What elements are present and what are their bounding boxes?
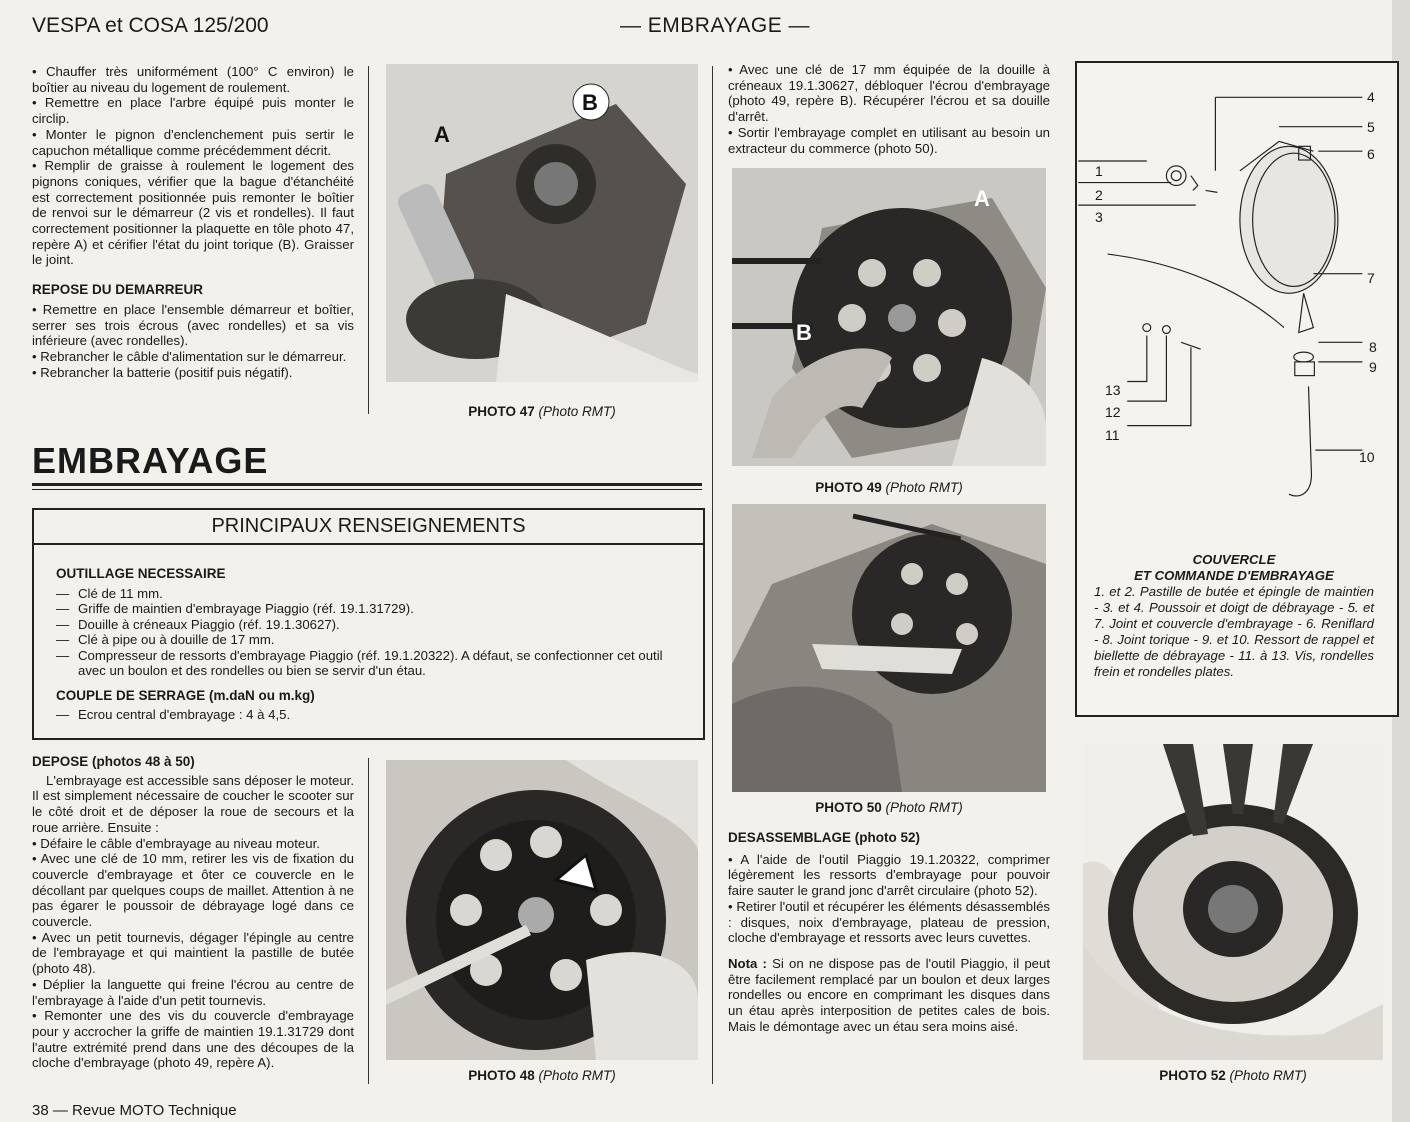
figure-caption-title-2: ET COMMANDE D'EMBRAYAGE [1134,568,1334,583]
figure-caption [1094,552,1374,680]
column-rule [368,66,369,414]
photo-number: PHOTO 52 [1159,1068,1226,1083]
photo-48 [386,760,698,1060]
photo-48-caption [386,1068,698,1083]
nota-label: Nota : [728,955,767,971]
photo-number: PHOTO 48 [468,1068,535,1083]
section-title: EMBRAYAGE [32,440,269,481]
paragraph: • Remonter une des vis du couvercle d'embrayage pour y accrocher la griffe de maintien 19.1.31729 dont l'autre extrémité prend dans une des découpes de la cloche d'embrayage (photo 49, repère A). [32,1008,354,1071]
photo-credit: (Photo RMT) [885,480,963,495]
header-center: — EMBRAYAGE — [619,14,811,37]
photo-47 [386,64,698,382]
paragraph: • Remettre en place l'ensemble démarreur et boîtier, serrer ses trois écrous (avec rondelles) et sa vis inférieure (avec rondelles). [32,301,354,349]
callout-2: 2 [1095,187,1103,203]
col1-top-text [32,64,354,380]
photo-number: PHOTO 49 [815,480,882,495]
callout-5: 5 [1367,119,1375,135]
title-rule-thick [32,483,702,486]
list-item: — Clé à pipe ou à douille de 17 mm. [56,632,275,647]
marker-a: A [434,122,450,147]
paragraph: • Avec une clé de 10 mm, retirer les vis de fixation du couvercle d'embrayage et ôter ce couvercle en le décollant par quelques coups de maillet. Attention à ne pas égarer le poussoir de débrayage logé dans ce couvercle. [32,851,354,930]
callout-10: 10 [1359,449,1375,465]
photo-number: PHOTO 50 [815,800,882,815]
paragraph: • A l'aide de l'outil Piaggio 19.1.20322, comprimer légèrement les ressorts d'embrayage pour pouvoir faire sauter le grand jonc d'arrêt circulaire (photo 52). [728,851,1050,899]
photo-50-caption [732,800,1046,815]
callout-7: 7 [1367,270,1375,286]
callout-3: 3 [1095,209,1103,225]
paragraph: • Avec une clé de 17 mm équipée de la douille à créneaux 19.1.30627, débloquer l'écrou d'embrayage (photo 49, repère B). Récupérer l'écrou et sa douille d'arrêt. [728,62,1050,125]
photo-credit: (Photo RMT) [538,404,616,419]
list-item: — Ecrou central d'embrayage : 4 à 4,5. [56,707,291,722]
paragraph: • Défaire le câble d'embrayage au niveau moteur. [32,835,320,851]
photo-49 [732,168,1046,466]
photo-52-caption [1083,1068,1383,1083]
photo-50 [732,504,1046,792]
callout-6: 6 [1367,146,1375,162]
paragraph: • Avec un petit tournevis, dégager l'épingle au centre de l'embrayage et qui maintient la pastille de butée (photo 48). [32,929,354,977]
info-box-title: PRINCIPAUX RENSEIGNEMENTS [34,510,703,545]
marker-b: B [582,90,598,115]
paragraph: • Remettre en place l'arbre équipé puis monter le circlip. [32,95,354,127]
info-box-body [56,566,686,723]
photo-number: PHOTO 47 [468,404,535,419]
callout-8: 8 [1369,339,1377,355]
desassemblage-text [728,830,1050,1034]
paragraph: • Rebrancher la batterie (positif puis négatif). [32,364,293,380]
list-item: — Compresseur de ressorts d'embrayage Piaggio (réf. 19.1.20322). A défaut, se confectionner cet outil avec un boulon et des rondelles ou bien se servir d'un étau. [56,647,663,678]
column-rule [712,66,713,1084]
header-left: VESPA et COSA 125/200 [32,14,269,37]
photo-49-caption [732,480,1046,495]
paragraph: • Déplier la languette qui freine l'écrou au centre de l'embrayage à l'aide d'un petit tournevis. [32,976,354,1008]
page-footer: 38 — Revue MOTO Technique [32,1102,237,1119]
callout-13: 13 [1105,382,1121,398]
callout-9: 9 [1369,359,1377,375]
nota-text: Si on ne dispose pas de l'outil Piaggio, il peut être facilement remplacé par un boulon et deux larges rondelles ou encore en comprimant les disques dans un étau après interposition de petites cales de bois. Mais le démontage avec un étau sera moins aisé. [728,955,1050,1034]
paragraph: • Remplir de graisse à roulement le logement des pignons coniques, vérifier que la bague d'étanchéité est correctement positionnée puis remonter le boîtier de renvoi sur le démarreur (2 vis et rondelles). Il faut correctement positionner la plaquette en tôle photo 47, repère A) et cérifier l'état du joint torique (B). Graisser le joint. [32,158,354,268]
title-rule-thin [32,489,702,490]
list-item: — Clé de 11 mm. [56,585,163,601]
paragraph: • Sortir l'embrayage complet en utilisant au besoin un extracteur du commerce (photo 50). [728,124,1050,156]
photo-52 [1083,744,1383,1060]
marker-b: B [796,320,812,345]
depose-text [32,754,354,1071]
marker-a: A [974,186,990,211]
paragraph: • Monter le pignon d'enclenchement puis sertir le capuchon métallique comme précédemment décrit. [32,126,354,158]
callout-12: 12 [1105,404,1121,420]
paragraph: • Rebrancher le câble d'alimentation sur le démarreur. [32,348,347,364]
callout-4: 4 [1367,89,1375,105]
photo-47-caption [386,404,698,419]
info-box [32,508,705,740]
clutch-cover-drawing [1077,63,1393,553]
paragraph: L'embrayage est accessible sans déposer le moteur. Il est simplement nécessaire de coucher le scooter sur le côté droit et de déposer la roue de secours et la roue arrière. Ensuite : [32,772,354,835]
figure-caption-text: 1. et 2. Pastille de butée et épingle de maintien - 3. et 4. Poussoir et doigt de débrayage - 5. et 7. Joint et couvercle d'embrayage - 6. Reniflard - 8. Joint torique - 9. et 10. Ressort de rappel et biellette de débrayage - 11. à 13. Vis, rondelles frein et rondelles plates. [1094,584,1374,679]
figure-caption-title-1: COUVERCLE [1192,552,1276,567]
callout-11: 11 [1105,427,1120,443]
paragraph: • Chauffer très uniformément (100° C environ) le boîtier au niveau du logement de roulement. [32,64,354,95]
photo-credit: (Photo RMT) [885,800,963,815]
repose-title: REPOSE DU DEMARREUR [32,282,204,298]
paragraph: • Retirer l'outil et récupérer les éléments désassemblés : disques, noix d'embrayage, plateau de pression, cloche d'embrayage et ressorts avec leurs cuvettes. [728,898,1050,946]
torque-title: COUPLE DE SERRAGE (m.daN ou m.kg) [56,687,315,703]
desassemblage-title: DESASSEMBLAGE (photo 52) [728,830,921,845]
col3-top-text [728,62,1050,156]
list-item: — Griffe de maintien d'embrayage Piaggio (réf. 19.1.31729). [56,601,414,616]
nota-paragraph [728,956,1050,1035]
photo-credit: (Photo RMT) [1229,1068,1307,1083]
column-rule [368,758,369,1084]
photo-credit: (Photo RMT) [538,1068,616,1083]
depose-title: DEPOSE (photos 48 à 50) [32,754,195,769]
list-item: — Douille à créneaux Piaggio (réf. 19.1.30627). [56,616,340,632]
callout-1: 1 [1095,163,1103,179]
tools-title: OUTILLAGE NECESSAIRE [56,566,226,581]
